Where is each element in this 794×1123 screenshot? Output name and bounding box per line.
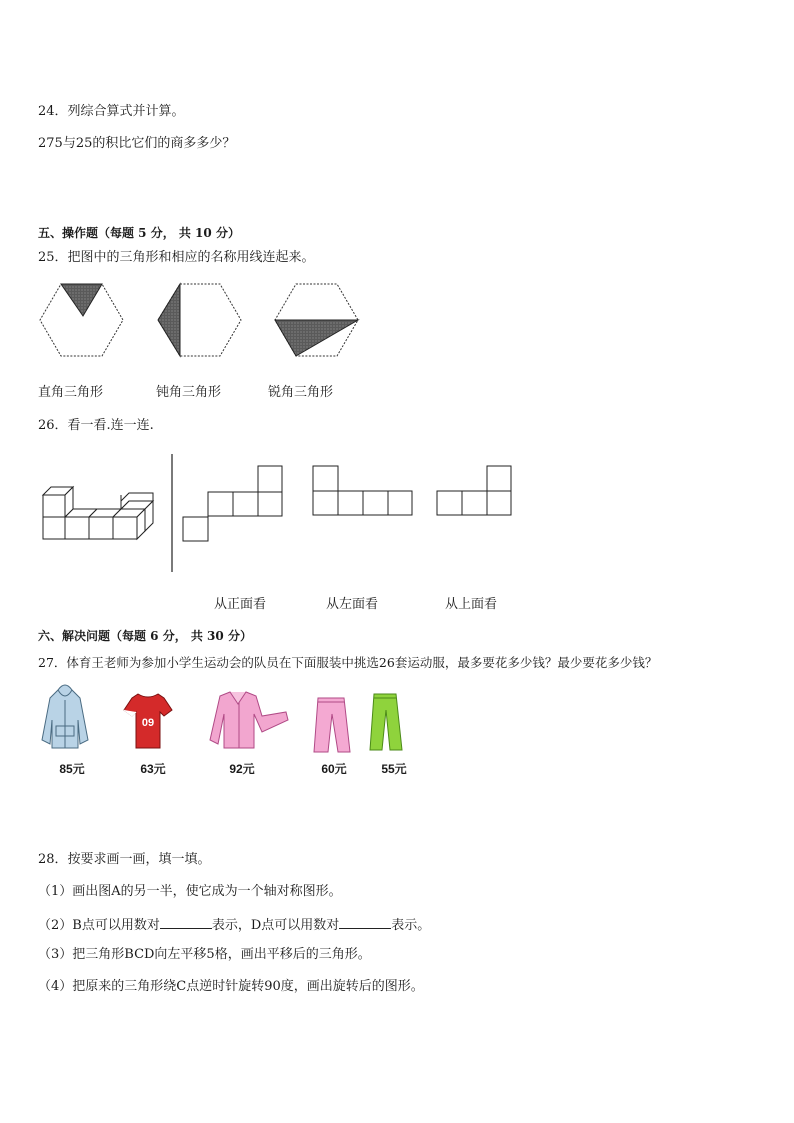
- q28-part2: [38, 916, 430, 934]
- q25-title: 25．把图中的三角形和相应的名称用线连起来。: [38, 250, 315, 265]
- clothing-images: [0, 680, 794, 760]
- q28-part2-c: 表示。: [391, 918, 431, 933]
- tshirt-image: [124, 694, 172, 748]
- section6-heading: 六、解决问题（每题 6 分， 共 30 分）: [38, 629, 252, 643]
- name-right-triangle: 直角三角形: [38, 385, 104, 400]
- triangle-obtuse: [158, 284, 180, 356]
- triangle-acute: [275, 320, 358, 356]
- cube-solid: [43, 487, 153, 539]
- name-acute-triangle: 锐角三角形: [268, 385, 334, 400]
- view-label-front: 从正面看: [214, 597, 267, 612]
- hexagon-3: [275, 284, 358, 356]
- price-jacket: 92元: [229, 762, 255, 776]
- q26-title: 26．看一看.连一连.: [38, 418, 154, 433]
- jacket-image: [210, 692, 288, 748]
- price-pink-pants: 60元: [321, 762, 347, 776]
- price-hoodie: 85元: [59, 762, 85, 776]
- answer-blank-b[interactable]: [160, 916, 212, 929]
- q28-part3: （3）把三角形BCD向左平移5格，画出平移后的三角形。: [38, 947, 371, 962]
- svg-text:09: 09: [141, 717, 155, 729]
- q25-hexagon-figures: [0, 280, 794, 400]
- view-label-top: 从上面看: [445, 597, 498, 612]
- green-pants-image: [370, 694, 402, 750]
- price-green-pants: 55元: [381, 762, 407, 776]
- q28-part1: （1）画出图A的另一半，使它成为一个轴对称图形。: [38, 884, 342, 899]
- answer-blank-d[interactable]: [339, 916, 391, 929]
- hoodie-image: [42, 685, 88, 748]
- pink-pants-image: [314, 698, 350, 752]
- price-tshirt: 63元: [140, 762, 166, 776]
- q28-part4: （4）把原来的三角形绕C点逆时针旋转90度，画出旋转后的图形。: [38, 979, 424, 994]
- view-option-3: [437, 466, 511, 515]
- q24-text: 275与25的积比它们的商多多少？: [38, 136, 236, 151]
- hexagon-2: [158, 284, 241, 356]
- name-obtuse-triangle: 钝角三角形: [156, 385, 222, 400]
- q28-part2-a: （2）B点可以用数对: [38, 918, 160, 933]
- q27-title: 27．体育王老师为参加小学生运动会的队员在下面服装中挑选26套运动服，最多要花多少钱？最少要花多少钱？: [38, 655, 658, 670]
- q28-part2-b: 表示，D点可以用数对: [211, 918, 340, 933]
- q24-title: 24．列综合算式并计算。: [38, 104, 185, 119]
- view-option-1: [183, 466, 282, 541]
- q26-cube-figures: [0, 450, 794, 580]
- section5-heading: 五、操作题（每题 5 分， 共 10 分）: [38, 226, 240, 240]
- view-label-left: 从左面看: [326, 597, 379, 612]
- view-option-2: [313, 466, 412, 515]
- triangle-right: [61, 284, 102, 316]
- hexagon-1: [40, 284, 123, 356]
- q28-title: 28．按要求画一画，填一填。: [38, 852, 211, 867]
